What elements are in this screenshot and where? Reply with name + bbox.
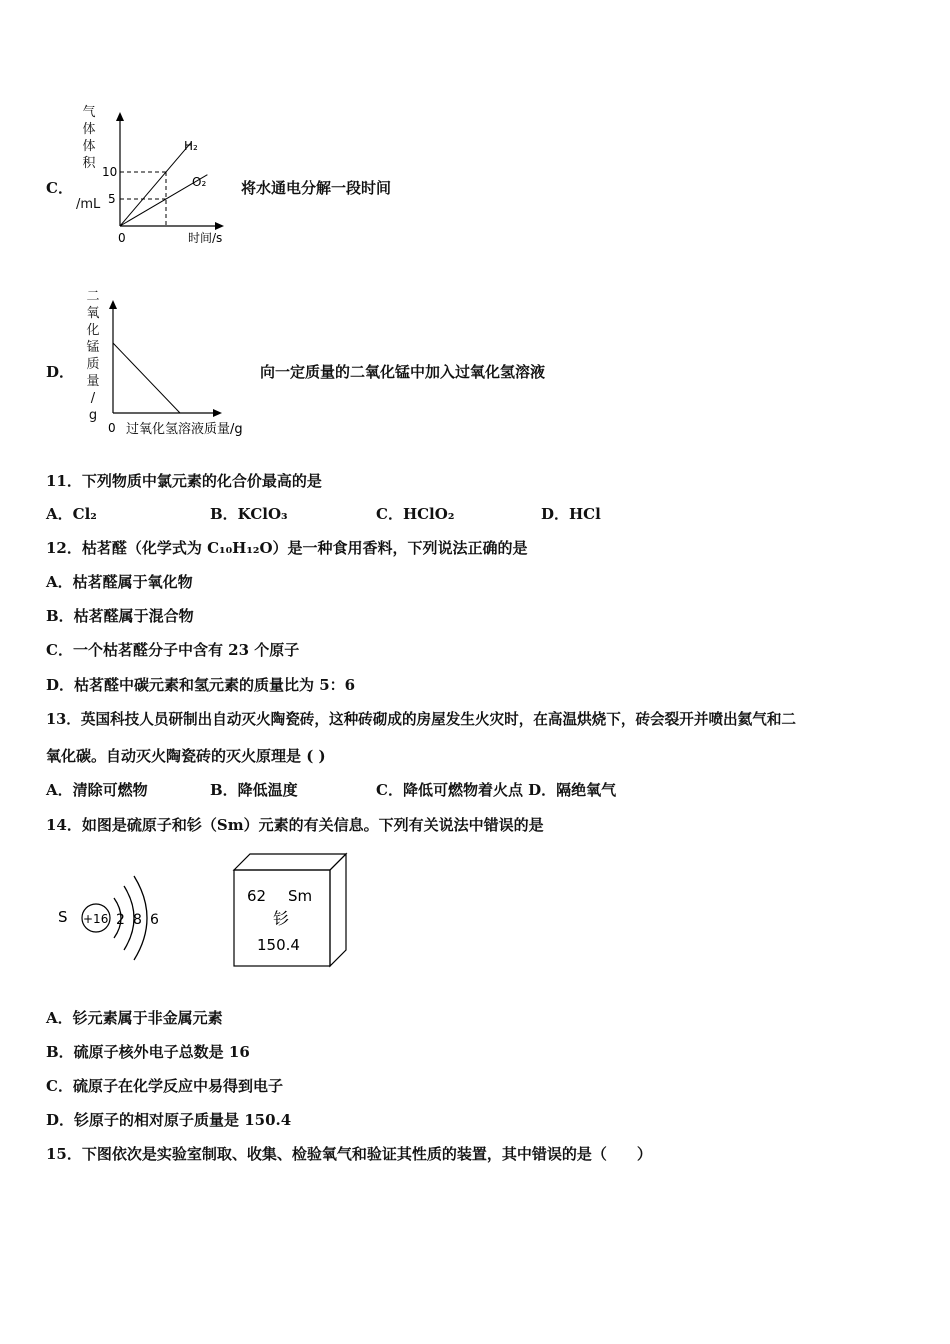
q11-option-b: B．KClO₃ — [210, 505, 288, 523]
shell-electrons-2: 8 — [133, 912, 142, 928]
sulfur-atom-diagram — [52, 868, 172, 968]
q14-option-d: D．钐原子的相对原子质量是 150.4 — [46, 1111, 292, 1129]
option-d-letter: D． — [46, 363, 75, 381]
atom-symbol: S — [58, 908, 68, 926]
c-tick-10: 10 — [102, 165, 118, 179]
d-chart — [100, 296, 260, 441]
element-name: 钐 — [273, 909, 290, 928]
q12-option-a: A．枯茗醛属于氧化物 — [46, 573, 193, 591]
samarium-element-cell — [230, 850, 352, 970]
option-c-letter: C． — [46, 179, 73, 197]
shell-electrons-3: 6 — [150, 912, 159, 928]
q14-option-c: C．硫原子在化学反应中易得到电子 — [46, 1077, 283, 1095]
nucleus-charge: +16 — [83, 912, 109, 926]
q14-option-b: B．硫原子核外电子总数是 16 — [46, 1043, 250, 1061]
c-origin: 0 — [118, 231, 126, 243]
c-xlabel: 时间/s — [188, 231, 223, 243]
q12-option-c: C．一个枯茗醛分子中含有 23 个原子 — [46, 641, 300, 659]
q12-option-d: D．枯茗醛中碳元素和氢元素的质量比为 5：6 — [46, 676, 356, 694]
q13-stem-line2: 氧化碳。自动灭火陶瓷砖的灭火原理是 ( ) — [46, 747, 326, 765]
q13-option-a: A．清除可燃物 — [46, 781, 148, 799]
c-series-h2-line — [120, 142, 191, 226]
box-top-face — [234, 854, 346, 870]
atomic-number: 62 — [247, 887, 267, 905]
box-side-face — [330, 854, 346, 966]
d-ylabel: 二 氧 化 锰 质 量 / g — [86, 289, 100, 423]
element-symbol: Sm — [288, 887, 313, 905]
c-x-arrow — [215, 222, 224, 230]
q11-option-d: D．HCl — [541, 505, 601, 523]
option-c-description: 将水通电分解一段时间 — [241, 179, 392, 197]
d-xlabel: 过氧化氢溶液质量/g — [126, 422, 243, 437]
c-legend-o2: O₂ — [192, 175, 207, 189]
q12-option-b: B．枯茗醛属于混合物 — [46, 607, 194, 625]
q11-option-a: A．Cl₂ — [46, 505, 97, 523]
shell-electrons-1: 2 — [116, 912, 125, 928]
d-x-arrow — [213, 409, 222, 417]
q12-stem: 12．枯茗醛（化学式为 C₁₀H₁₂O）是一种食用香料，下列说法正确的是 — [46, 539, 528, 557]
q13-option-cd: C．降低可燃物着火点 D．隔绝氧气 — [376, 781, 617, 799]
c-y-arrow — [116, 112, 124, 121]
c-ylabel-unit: /mL — [76, 197, 101, 212]
c-legend-h2: H₂ — [184, 139, 198, 153]
c-ylabel: 气 体 体 积 — [82, 105, 96, 171]
d-y-arrow — [109, 300, 117, 309]
q14-stem: 14．如图是硫原子和钐（Sm）元素的有关信息。下列有关说法中错误的是 — [46, 816, 544, 834]
q11-option-c: C．HClO₂ — [376, 505, 455, 523]
q13-stem-line1: 13．英国科技人员研制出自动灭火陶瓷砖，这种砖砌成的房屋发生火灾时，在高温烘烧下，砖会裂开并喷出氦气和二 — [46, 711, 797, 728]
q15-stem: 15．下图依次是实验室制取、收集、检验氧气和验证其性质的装置，其中错误的是（ ） — [46, 1145, 652, 1163]
q13-option-b: B．降低温度 — [210, 781, 298, 799]
option-d-description: 向一定质量的二氧化锰中加入过氧化氢溶液 — [260, 363, 546, 381]
q14-option-a: A．钐元素属于非金属元素 — [46, 1009, 223, 1027]
atomic-mass: 150.4 — [257, 936, 300, 954]
c-tick-5: 5 — [108, 192, 116, 206]
d-series-line — [113, 343, 180, 413]
c-chart — [100, 108, 240, 243]
q11-stem: 11．下列物质中氯元素的化合价最高的是 — [46, 472, 322, 490]
d-origin: 0 — [108, 421, 116, 435]
